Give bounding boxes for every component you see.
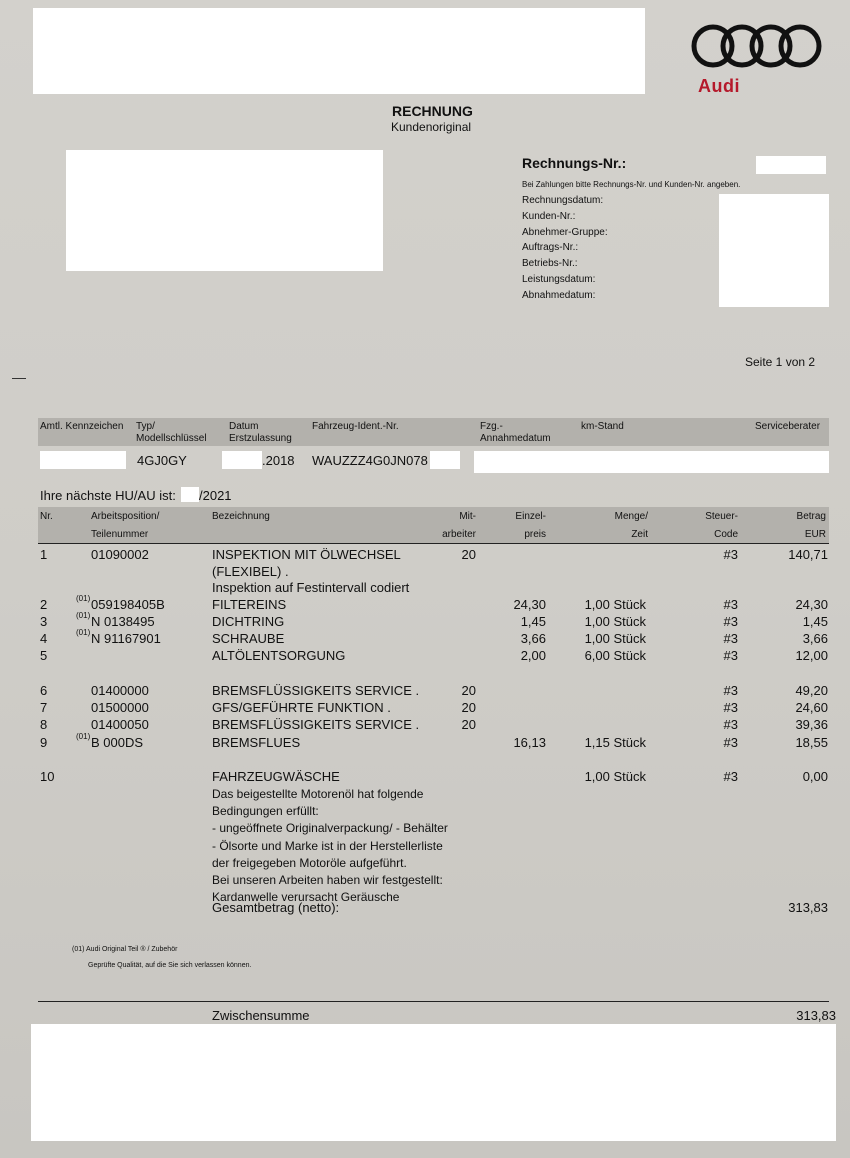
item-unit-price: 2,00 [520,648,546,663]
item-tax-code: #3 [723,597,738,612]
redacted-vehicle-rest [474,451,829,473]
label-kunden-nr: Kunden-Nr.: [522,210,576,222]
item-part-number: 01400000 [91,683,149,698]
item-nr: 2 [40,597,48,612]
label-rechnungsdatum: Rechnungsdatum: [522,195,604,206]
item-unit-price: 3,66 [520,631,546,646]
item-unit-price: 1,45 [520,614,546,629]
vh-datum: Datum [229,421,259,432]
item-description: FILTEREINS [212,597,287,612]
notes-block [212,786,448,906]
label-leistungsdatum: Leistungsdatum: [522,273,596,285]
item-amount: 3,66 [802,631,828,646]
item-nr: 5 [40,648,48,663]
vh-typ: Typ/ [136,421,155,432]
item-quantity: 1,15 Stück [584,735,646,750]
vh-fzg: Fzg.- [480,421,503,432]
table-row [0,628,850,648]
item-original-part-marker: (01) [76,594,91,603]
note-line: Bedingungen erfüllt: [212,804,319,819]
item-part-number: 01500000 [91,700,149,715]
subtotal-value: 313,83 [796,1008,836,1023]
note-line: Das beigestellte Motorenöl hat folgende [212,787,424,801]
item-unit-price: 24,30 [513,597,546,612]
vh-km-stand: km-Stand [581,421,624,432]
vh-modellschluessel: Modellschlüssel [136,433,207,444]
footnote-quality: Geprüfte Qualität, auf die Sie sich verlassen können. [88,962,252,969]
item-mitarbeiter: 20 [461,547,476,562]
item-amount: 140,71 [788,547,828,562]
col-menge: Menge/ [614,511,648,522]
col-betrag: Betrag [796,511,826,522]
item-original-part-marker: (01) [76,611,91,620]
item-tax-code: #3 [723,700,738,715]
item-tax-code: #3 [723,683,738,698]
item-part-number: 059198405B [91,597,165,612]
item-amount: 0,00 [802,769,828,784]
table-row [0,700,850,717]
item-description: SCHRAUBE [212,631,285,646]
redacted-kennzeichen [40,451,126,469]
item-mitarbeiter: 20 [461,717,476,732]
col-mitarbeiter-2: arbeiter [442,529,476,540]
vh-annahmedatum: Annahmedatum [480,433,551,444]
col-einzelpreis-2: preis [524,529,546,540]
item-original-part-marker: (01) [76,732,91,741]
table-row [0,648,850,665]
item-quantity: 1,00 Stück [584,631,646,646]
document-subtitle: Kundenoriginal [391,120,472,134]
col-code: Code [714,529,738,540]
hu-au-label: Ihre nächste HU/AU ist: [40,488,176,503]
payment-note: Bei Zahlungen bitte Rechnungs-Nr. und Kunden-Nr. angeben. [522,180,741,189]
vh-kennzeichen: Amtl. Kennzeichen [40,421,124,432]
item-part-number: B 000DS [91,735,144,750]
item-tax-code: #3 [723,648,738,663]
item-quantity: 6,00 Stück [584,648,646,663]
redacted-invoice-number [756,156,826,174]
col-einzelpreis: Einzel- [515,511,546,522]
label-auftrags-nr: Auftrags-Nr.: [522,242,579,254]
item-amount: 24,30 [795,597,828,612]
page-indicator: Seite 1 von 2 [745,355,816,369]
item-tax-code: #3 [723,717,738,732]
item-nr: 9 [40,735,48,750]
item-tax-code: #3 [723,769,738,784]
item-nr: 8 [40,717,48,732]
item-description: DICHTRING [212,614,285,629]
subtotal-label: Zwischensumme [212,1008,310,1023]
vehicle-erstzulassung: .2018 [262,453,295,468]
item-tax-code: #3 [723,735,738,750]
col-teilenummer: Teilenummer [91,529,149,540]
redacted-hu-month [181,487,199,502]
subtotal-rule [38,1001,829,1002]
item-amount: 12,00 [795,648,828,663]
col-zeit: Zeit [631,529,648,540]
item-description: ALTÖLENTSORGUNG [212,648,346,663]
item-description: FAHRZEUGWÄSCHE [212,769,340,784]
item-description: INSPEKTION MIT ÖLWECHSEL [212,547,401,562]
label-betriebs-nr: Betriebs-Nr.: [522,258,578,270]
item-nr: 3 [40,614,48,629]
item-amount: 24,60 [795,700,828,715]
item-description: Inspektion auf Festintervall codiert [212,580,410,595]
item-nr: 4 [40,631,48,646]
item-description: BREMSFLUES [212,735,301,750]
item-description: BREMSFLÜSSIGKEITS SERVICE . [212,717,420,732]
note-line: - Ölsorte und Marke ist in der Herstellerliste [212,838,443,853]
table-row [0,547,850,564]
item-nr: 6 [40,683,48,698]
document-title: RECHNUNG [392,103,473,119]
total-value: 313,83 [788,900,828,915]
col-mitarbeiter: Mit- [459,511,476,522]
item-original-part-marker: (01) [76,628,91,637]
item-tax-code: #3 [723,631,738,646]
item-part-number: 01090002 [91,547,149,562]
invoice-meta-labels [522,193,608,304]
item-amount: 1,45 [802,614,828,629]
redacted-customer-address [66,150,383,271]
note-line: der freigegeben Motoröle aufgeführt. [212,855,407,870]
table-row [0,683,850,700]
item-nr: 10 [40,769,55,784]
redacted-dealer-header [33,8,645,94]
table-row [0,611,850,631]
note-line: Kardanwelle verursacht Geräusche [212,890,400,905]
note-line: Bei unseren Arbeiten haben wir festgestellt: [212,873,443,888]
vehicle-fin: WAUZZZ4G0JN078 [312,453,428,468]
table-row [0,732,850,752]
table-row [0,594,850,614]
item-tax-code: #3 [723,614,738,629]
col-eur: EUR [804,529,826,540]
col-bezeichnung: Bezeichnung [212,511,270,522]
item-amount: 39,36 [795,717,828,732]
item-quantity: 1,00 Stück [584,769,646,784]
table-row [0,717,850,734]
vh-serviceberater: Serviceberater [755,421,821,432]
hu-au-year: /2021 [199,488,232,503]
col-steuer: Steuer- [705,511,738,522]
invoice-number-heading: Rechnungs-Nr.: [522,155,627,171]
col-arbeitsposition: Arbeitsposition/ [91,511,160,522]
item-amount: 18,55 [795,735,828,750]
item-tax-code: #3 [723,547,738,562]
item-nr: 7 [40,700,48,715]
redacted-footer [31,1024,836,1141]
item-description: GFS/GEFÜHRTE FUNKTION . [212,700,391,715]
redacted-fin-end [430,451,460,469]
audi-wordmark: Audi [698,76,740,96]
item-mitarbeiter: 20 [461,700,476,715]
total-label: Gesamtbetrag (netto): [212,900,340,915]
table-row [0,580,850,597]
col-nr: Nr. [40,511,53,522]
vh-erstzulassung: Erstzulassung [229,433,292,444]
redacted-date [222,451,262,469]
item-description: BREMSFLÜSSIGKEITS SERVICE . [212,683,420,698]
item-part-number: 01400050 [91,717,149,732]
item-unit-price: 16,13 [513,735,546,750]
item-amount: 49,20 [795,683,828,698]
fold-mark [12,378,26,379]
item-quantity: 1,00 Stück [584,597,646,612]
item-description: (FLEXIBEL) . [212,564,289,579]
redacted-invoice-values [719,194,829,307]
table-row [0,769,850,786]
note-line: - ungeöffnete Originalverpackung/ - Behälter [212,821,448,836]
items-header-rule [38,543,829,544]
item-quantity: 1,00 Stück [584,614,646,629]
footnote-parts: (01) Audi Original Teil ® / Zubehör [72,946,178,953]
vehicle-typ: 4GJ0GY [137,453,187,468]
item-part-number: N 0138495 [91,614,155,629]
table-row [0,564,850,581]
vh-ident: Fahrzeug-Ident.-Nr. [312,421,399,432]
item-mitarbeiter: 20 [461,683,476,698]
label-abnehmer-gruppe: Abnehmer-Gruppe: [522,226,608,238]
audi-four-rings-icon [690,22,824,70]
label-abnahmedatum: Abnahmedatum: [522,289,596,301]
item-nr: 1 [40,547,48,562]
item-part-number: N 91167901 [91,631,161,646]
